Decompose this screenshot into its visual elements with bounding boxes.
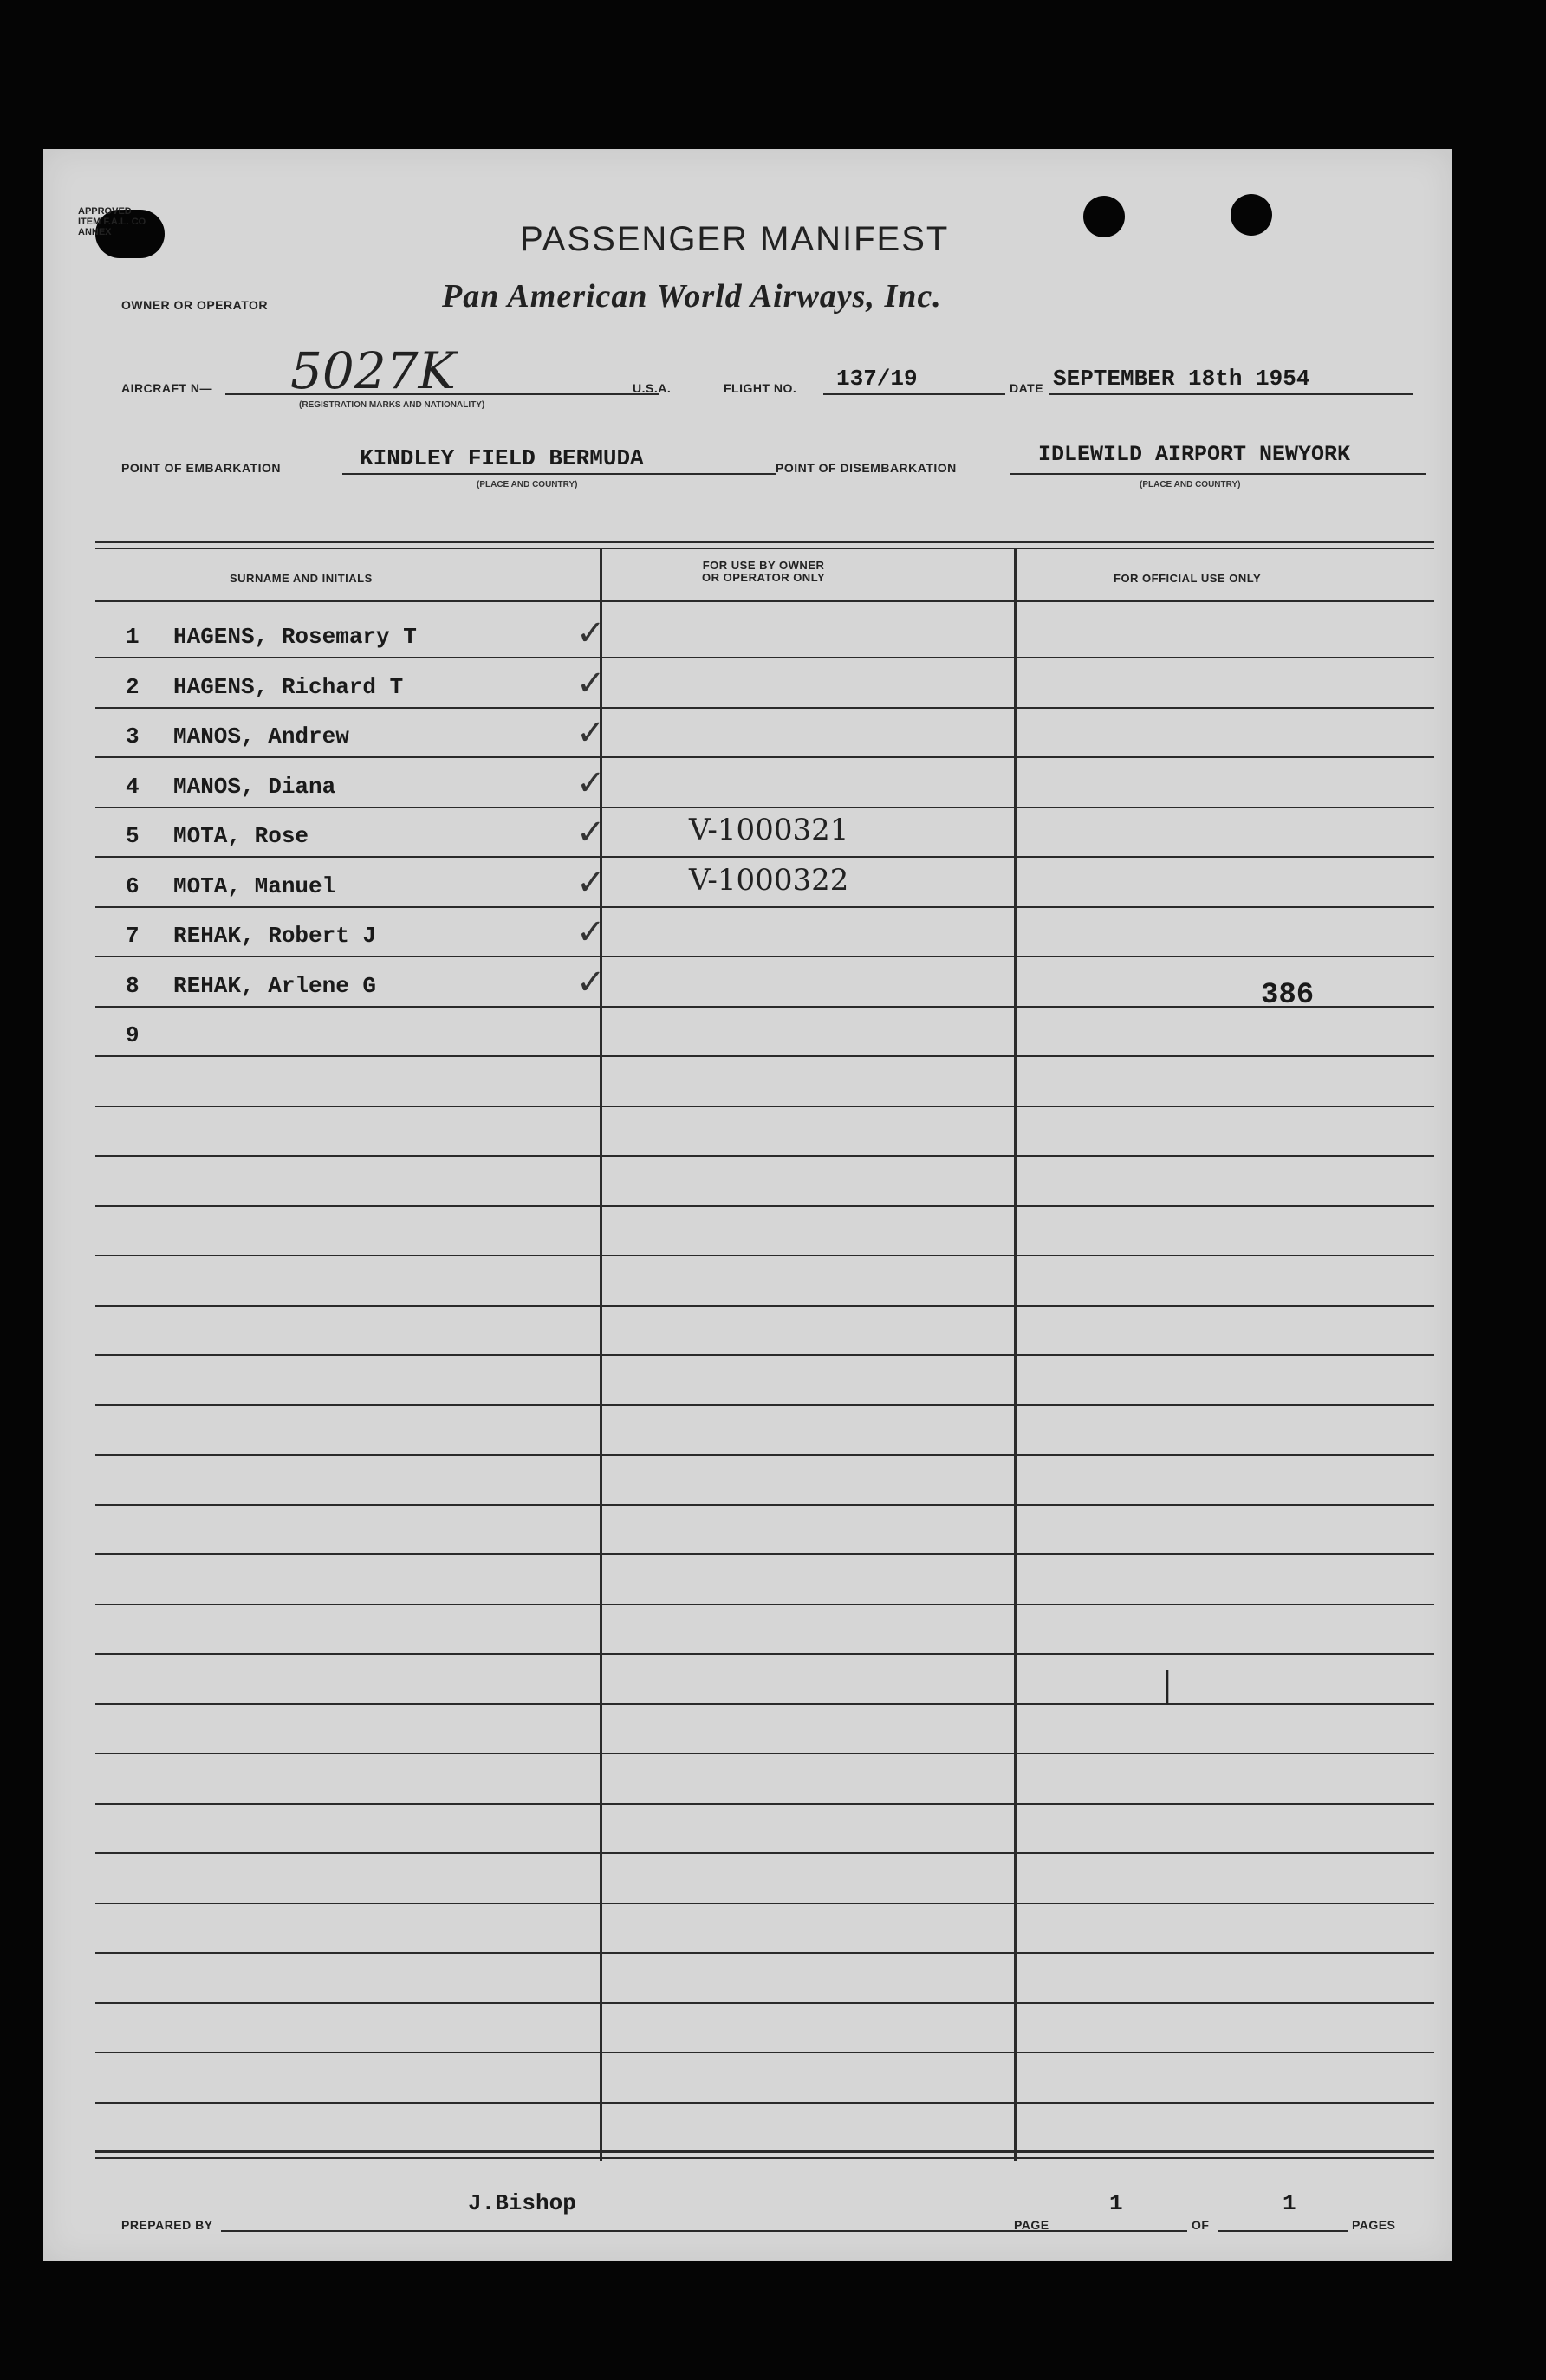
- disembark-underline: [1010, 473, 1426, 475]
- passenger-name: HAGENS, Richard T: [173, 674, 404, 700]
- row-number: 5: [126, 823, 140, 849]
- check-mark: ✓: [576, 963, 606, 1002]
- stamp-line-2: ITEM F.A.L. CO: [78, 217, 146, 227]
- stamp-line-1: APPROVED: [78, 206, 132, 217]
- row-number: 6: [126, 873, 140, 899]
- company-name: Pan American World Airways, Inc.: [442, 278, 942, 315]
- ruled-line: [95, 1653, 1434, 1655]
- ruled-line: [95, 1055, 1434, 1057]
- passenger-name: MOTA, Rose: [173, 823, 309, 849]
- aircraft-sublabel: (REGISTRATION MARKS AND NATIONALITY): [299, 400, 485, 410]
- page-underline: [1057, 2230, 1187, 2232]
- ruled-line: [95, 1903, 1434, 1904]
- page-number: 1: [1109, 2190, 1123, 2216]
- ruled-line: [95, 1703, 1434, 1705]
- prepared-by: J.Bishop: [468, 2190, 576, 2216]
- row-number: 3: [126, 723, 140, 749]
- embark-sublabel: (PLACE AND COUNTRY): [477, 480, 578, 490]
- prepared-label: PREPARED BY: [121, 2218, 213, 2232]
- ruled-line: [95, 1155, 1434, 1157]
- row-number: 7: [126, 923, 140, 949]
- ruled-line: [95, 1354, 1434, 1356]
- ruled-line: [95, 807, 1434, 808]
- ruled-line: [95, 1604, 1434, 1605]
- footer-rule-2: [95, 2157, 1434, 2159]
- flight-label: FLIGHT NO.: [724, 381, 797, 395]
- row-number: 2: [126, 674, 140, 700]
- column-header-official: FOR OFFICIAL USE ONLY: [1114, 572, 1262, 585]
- manifest-paper: [43, 149, 1452, 2261]
- operator-header-line-1: FOR USE BY OWNER: [702, 559, 825, 572]
- passenger-name: MANOS, Andrew: [173, 723, 349, 749]
- disembark-label: POINT OF DISEMBARKATION: [776, 461, 957, 475]
- ruled-line: [95, 1803, 1434, 1805]
- column-header-surname: SURNAME AND INITIALS: [230, 572, 373, 585]
- check-mark: ✓: [576, 664, 606, 704]
- disembark-sublabel: (PLACE AND COUNTRY): [1140, 480, 1241, 490]
- table-top-rule-1: [95, 541, 1434, 543]
- ruled-line: [95, 1952, 1434, 1954]
- passenger-name: MOTA, Manuel: [173, 873, 336, 899]
- ruled-line: [95, 956, 1434, 957]
- visa-number: V-1000322: [689, 863, 849, 898]
- flight-date: SEPTEMBER 18th 1954: [1053, 366, 1310, 392]
- official-note: 386: [1261, 979, 1315, 1012]
- disembark-place: IDLEWILD AIRPORT NEWYORK: [1038, 442, 1351, 467]
- row-number: 8: [126, 973, 140, 999]
- row-number: 1: [126, 624, 140, 650]
- ruled-line: [95, 1305, 1434, 1307]
- footer-rule-1: [95, 2150, 1434, 2153]
- passenger-name: HAGENS, Rosemary T: [173, 624, 417, 650]
- of-label: OF: [1192, 2218, 1210, 2232]
- usa-label: U.S.A.: [633, 381, 672, 395]
- official-mark: |: [1161, 1665, 1173, 1705]
- ruled-line: [95, 906, 1434, 908]
- page-total: 1: [1283, 2190, 1296, 2216]
- date-underline: [1049, 393, 1413, 395]
- date-label: DATE: [1010, 381, 1044, 395]
- ruled-line: [95, 1006, 1434, 1008]
- ruled-line: [95, 756, 1434, 758]
- ruled-line: [95, 1753, 1434, 1754]
- page-label: PAGE: [1014, 2218, 1049, 2232]
- passenger-name: REHAK, Arlene G: [173, 973, 377, 999]
- column-header-operator: [702, 560, 825, 584]
- ruled-line: [95, 657, 1434, 658]
- page-title: PASSENGER MANIFEST: [520, 220, 950, 258]
- aircraft-registration: 5027K: [290, 341, 456, 400]
- ruled-line: [95, 1454, 1434, 1456]
- ruled-line: [95, 2002, 1434, 2004]
- check-mark: ✓: [576, 613, 606, 653]
- header-bottom-rule: [95, 600, 1434, 602]
- ruled-line: [95, 2102, 1434, 2104]
- table-top-rule-2: [95, 548, 1434, 549]
- embark-place: KINDLEY FIELD BERMUDA: [360, 445, 644, 471]
- prepared-underline: [221, 2230, 1057, 2232]
- punch-hole-center: [1083, 196, 1125, 237]
- ruled-line: [95, 1504, 1434, 1506]
- ruled-line: [95, 2052, 1434, 2053]
- of-underline: [1218, 2230, 1348, 2232]
- aircraft-label: AIRCRAFT N—: [121, 381, 213, 395]
- check-mark: ✓: [576, 763, 606, 803]
- flight-underline: [823, 393, 1005, 395]
- ruled-line: [95, 1404, 1434, 1406]
- check-mark: ✓: [576, 863, 606, 903]
- ruled-line: [95, 707, 1434, 709]
- stamp-line-3: ANNEX: [78, 227, 112, 237]
- row-number: 4: [126, 774, 140, 800]
- visa-number: V-1000321: [689, 813, 849, 847]
- operator-header-line-2: OR OPERATOR ONLY: [702, 571, 826, 584]
- ruled-line: [95, 1205, 1434, 1207]
- approval-stamp: [78, 206, 146, 237]
- pages-label: PAGES: [1352, 2218, 1396, 2232]
- punch-hole-right: [1231, 194, 1272, 236]
- flight-number: 137/19: [836, 366, 918, 392]
- check-mark: ✓: [576, 713, 606, 753]
- check-mark: ✓: [576, 813, 606, 853]
- passenger-name: MANOS, Diana: [173, 774, 336, 800]
- owner-label: OWNER OR OPERATOR: [121, 298, 268, 312]
- embark-label: POINT OF EMBARKATION: [121, 461, 281, 475]
- row-number: 9: [126, 1022, 140, 1048]
- ruled-line: [95, 1553, 1434, 1555]
- ruled-line: [95, 1852, 1434, 1854]
- ruled-line: [95, 1106, 1434, 1107]
- passenger-name: REHAK, Robert J: [173, 923, 377, 949]
- check-mark: ✓: [576, 912, 606, 952]
- embark-underline: [342, 473, 776, 475]
- ruled-line: [95, 856, 1434, 858]
- ruled-line: [95, 1255, 1434, 1256]
